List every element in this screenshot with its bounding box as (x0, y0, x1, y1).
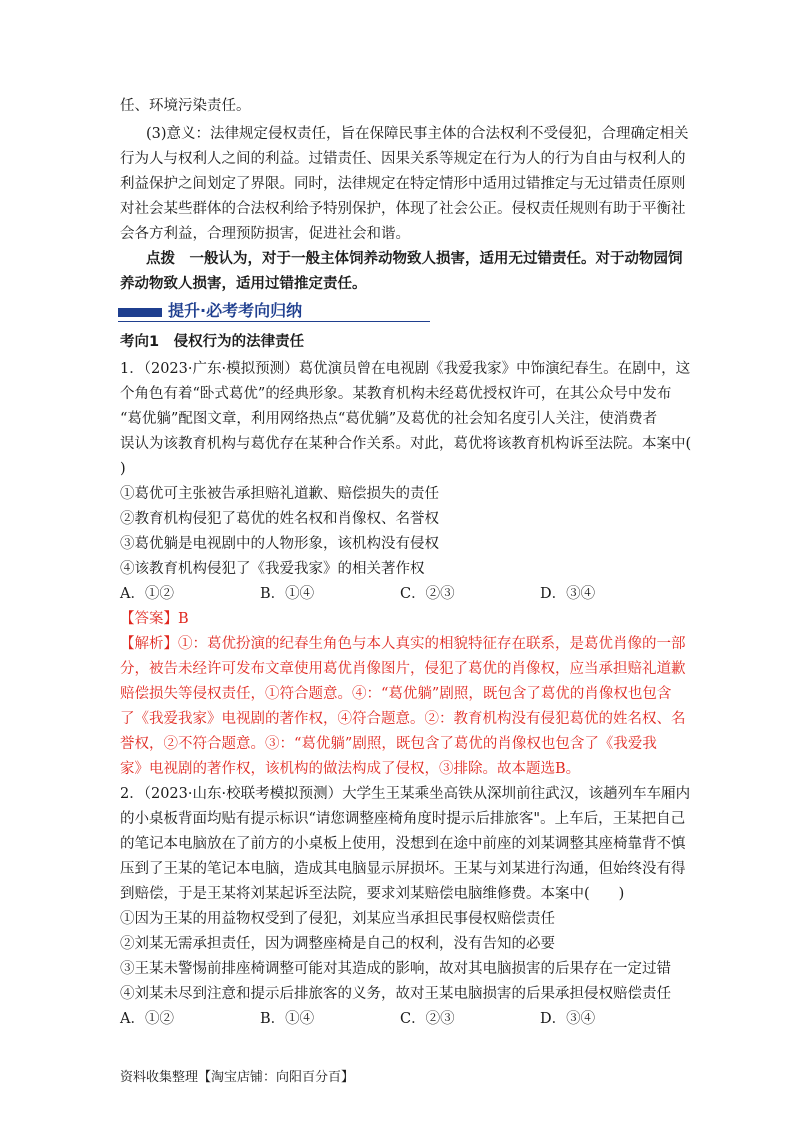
text-line: (3)意义：法律规定侵权责任，旨在保障民事主体的合法权利不受侵犯，合理确定相关 (146, 126, 689, 142)
question-line: “葛优躺”配图文章，利用网络热点“葛优躺”及葛优的社会知名度引人关注，使消费者 (120, 411, 658, 427)
statement: ④刘某未尽到注意和提示后排旅客的义务，故对王某电脑损害的后果承担侵权赔偿责任 (120, 986, 671, 1002)
question-line: ) (120, 461, 126, 477)
text-line: 行为人与权利人之间的利益。过错责任、因果关系等规定在行为人的行为自由与权利人的 (120, 151, 686, 167)
option-a: A．①② (120, 1011, 174, 1027)
question-line: 个角色有着“卧式葛优”的经典形象。某教育机构未经葛优授权许可，在其公众号中发布 (120, 386, 672, 402)
statement: ③王某未警惕前排座椅调整可能对其造成的影响，故对其电脑损害的后果存在一定过错 (120, 961, 671, 977)
text-line: 会各方利益，合理预防损害，促进社会和谐。 (120, 226, 410, 242)
option-a: A．①② (120, 586, 174, 602)
banner-rule (118, 321, 430, 322)
text-line: 任、环境污染责任。 (120, 98, 251, 114)
text-line: 对社会某些群体的合法权利给予特别保护，体现了社会公正。侵权责任规则有助于平衡社 (120, 201, 686, 217)
statement: ③葛优躺是电视剧中的人物形象，该机构没有侵权 (120, 536, 439, 552)
tip-line: 点拨 一般认为，对于一般主体饲养动物致人损害，适用无过错责任。对于动物园饲 (146, 251, 683, 267)
statement: ②刘某无需承担责任，因为调整座椅是自己的权利，没有告知的必要 (120, 936, 555, 952)
question-line: 压到了王某的笔记本电脑，造成其电脑显示屏损坏。王某与刘某进行沟通，但始终没有得 (120, 861, 686, 877)
footer-text: 资料收集整理【淘宝店铺：向阳百分百】 (120, 1070, 355, 1085)
option-c: C．②③ (400, 1011, 455, 1027)
analysis-line: 分，被告未经许可发布文章使用葛优肖像图片，侵犯了葛优的肖像权，应当承担赔礼道歉 (120, 661, 686, 677)
option-b: B．①④ (260, 1011, 315, 1027)
statement: ②教育机构侵犯了葛优的姓名权和肖像权、名誉权 (120, 511, 439, 527)
statement: ①因为王某的用益物权受到了侵犯，刘某应当承担民事侵权赔偿责任 (120, 911, 555, 927)
analysis-line: 家》电视剧的著作权，该机构的做法构成了侵权，③排除。故本题选B。 (120, 761, 581, 777)
question-line: 误认为该教育机构与葛优存在某种合作关系。对此，葛优将该教育机构诉至法院。本案中( (120, 436, 692, 452)
analysis-line: 誉权，②不符合题意。③：“葛优躺”剧照，既包含了葛优的肖像权也包含了《我爱我 (120, 736, 657, 752)
option-c: C．②③ (400, 586, 455, 602)
option-d: D．③④ (540, 1011, 596, 1027)
answer: 【答案】B (120, 611, 189, 627)
question-line: 的小桌板背面均贴有提示标识“请您调整座椅角度时提示后排旅客"。上车后，王某把自己 (120, 811, 686, 827)
question-line: 到赔偿，于是王某将刘某起诉至法院，要求刘某赔偿电脑维修费。本案中( ) (120, 886, 625, 902)
banner-title: 提升·必考考向归纳 (168, 301, 303, 320)
analysis-line: 赔偿损失等侵权责任，①符合题意。④：“葛优躺”剧照，既包含了葛优的肖像权也包含 (120, 686, 672, 702)
text-line: 利益保护之间划定了界限。同时，法律规定在特定情形中适用过错推定与无过错责任原则 (120, 176, 686, 192)
question-line: 1．（2023·广东·模拟预测）葛优演员曾在电视剧《我爱我家》中饰演纪春生。在剧中，这 (120, 361, 691, 377)
question-line: 的笔记本电脑放在了前方的小桌板上使用，没想到在途中前座的刘某调整其座椅靠背不慎 (120, 836, 686, 852)
option-d: D．③④ (540, 586, 596, 602)
option-b: B．①④ (260, 586, 315, 602)
analysis-line: 【解析】①：葛优扮演的纪春生角色与本人真实的相貌特征存在联系，是葛优肖像的一部 (120, 636, 686, 652)
statement: ④该教育机构侵犯了《我爱我家》的相关著作权 (120, 561, 425, 577)
tip-line: 养动物致人损害，适用过错推定责任。 (120, 276, 367, 292)
analysis-line: 了《我爱我家》电视剧的著作权，④符合题意。②：教育机构没有侵犯葛优的姓名权、名 (120, 711, 686, 727)
section-banner (118, 300, 430, 322)
banner-bar (118, 308, 162, 317)
statement: ①葛优可主张被告承担赔礼道歉、赔偿损失的责任 (120, 486, 439, 502)
section-title: 考向1 侵权行为的法律责任 (120, 334, 305, 350)
question-line: 2．（2023·山东·校联考模拟预测）大学生王某乘坐高铁从深圳前往武汉，该趟列车车厢内 (120, 786, 691, 802)
